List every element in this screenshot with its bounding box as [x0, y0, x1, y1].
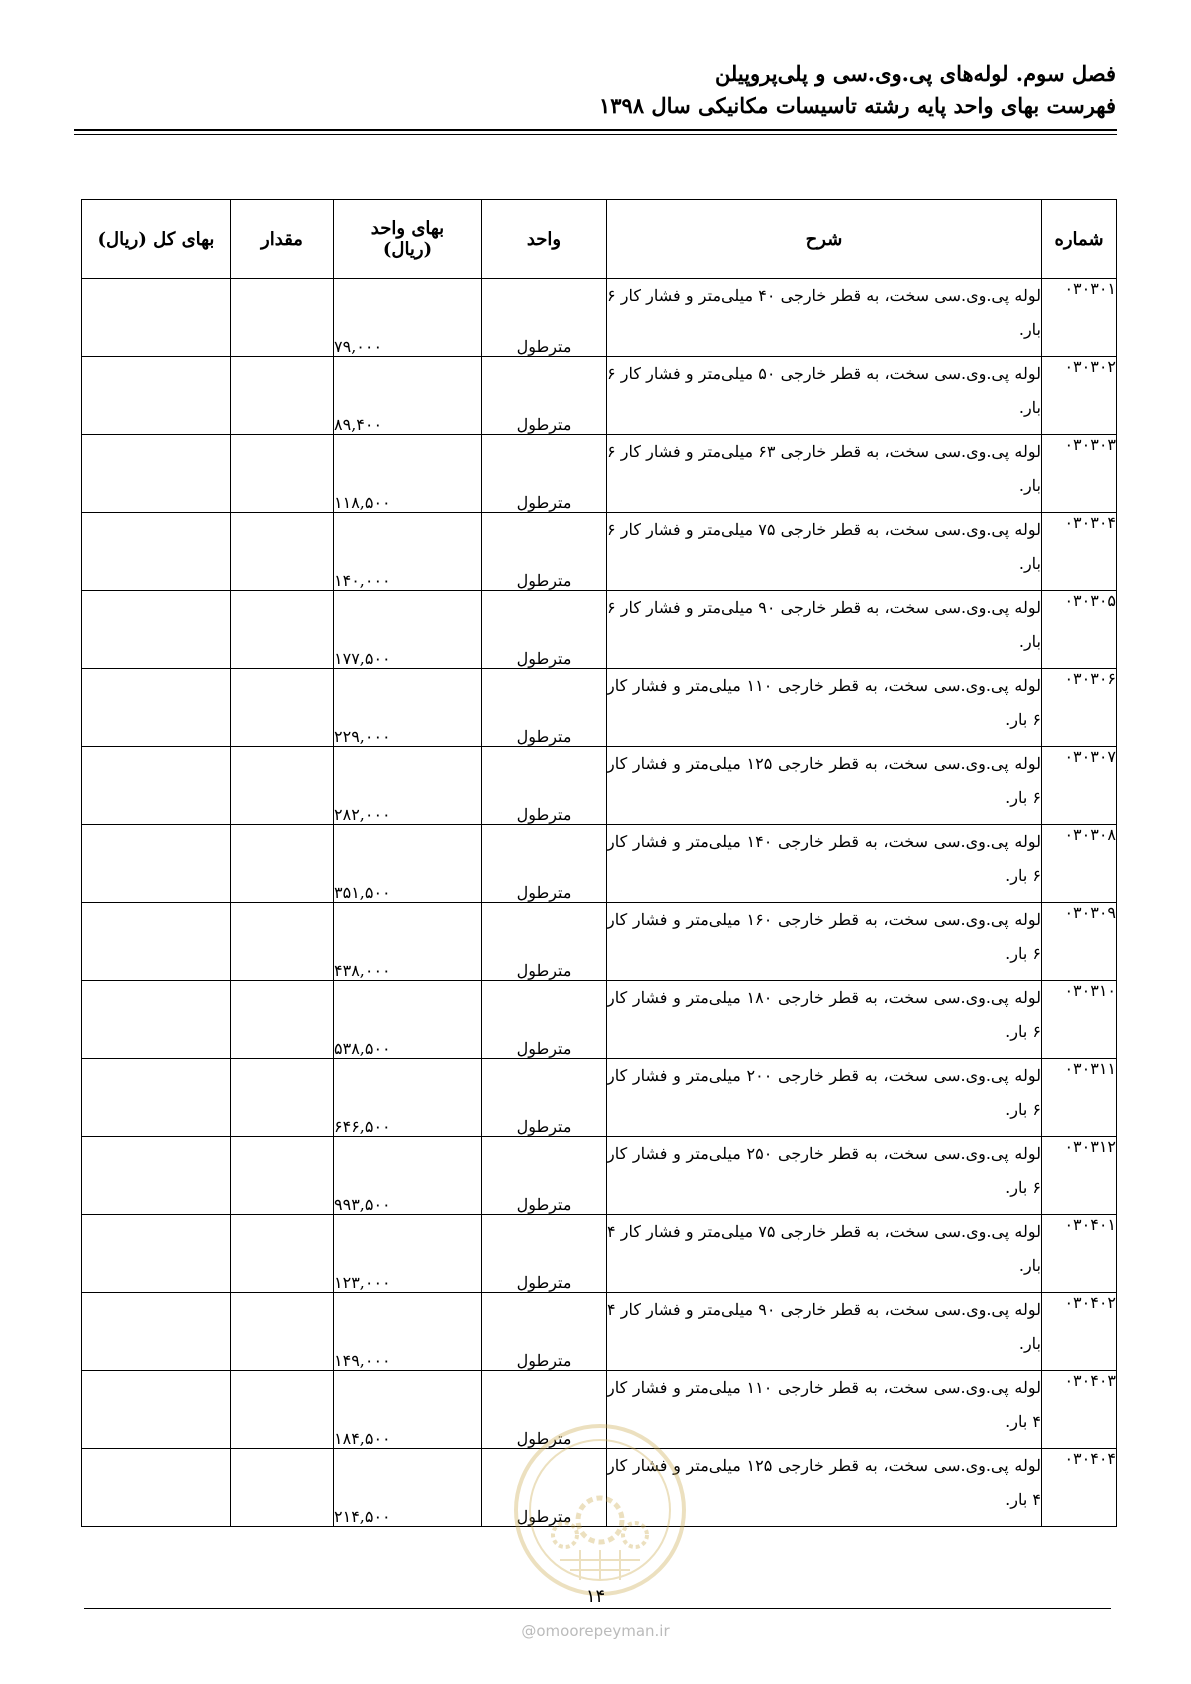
item-quantity — [231, 981, 334, 1059]
item-number: ۰۳۰۳۰۲ — [1042, 357, 1117, 435]
page-number: ۱۴ — [585, 1586, 606, 1607]
item-number: ۰۳۰۳۰۸ — [1042, 825, 1117, 903]
item-description: لوله پی.وی.سی سخت، به قطر خارجی ۱۶۰ میلی‌متر و فشار کار ۶ بار. — [607, 903, 1042, 981]
item-unit-price: ۲۸۲,۰۰۰ — [334, 747, 482, 825]
unit-price-label: بهای واحد — [370, 218, 445, 239]
item-quantity — [231, 513, 334, 591]
item-unit-price: ۷۹,۰۰۰ — [334, 279, 482, 357]
table-row — [82, 747, 1117, 825]
item-unit: مترطول — [482, 1137, 607, 1215]
item-unit-price: ۱۱۸,۵۰۰ — [334, 435, 482, 513]
item-description: لوله پی.وی.سی سخت، به قطر خارجی ۶۳ میلی‌متر و فشار کار ۶ بار. — [607, 435, 1042, 513]
table-row — [82, 825, 1117, 903]
item-description: لوله پی.وی.سی سخت، به قطر خارجی ۲۵۰ میلی‌متر و فشار کار ۶ بار. — [607, 1137, 1042, 1215]
column-header-number: شماره — [1042, 200, 1117, 279]
item-unit-price: ۸۹,۴۰۰ — [334, 357, 482, 435]
item-unit: مترطول — [482, 435, 607, 513]
item-description: لوله پی.وی.سی سخت، به قطر خارجی ۱۸۰ میلی‌متر و فشار کار ۶ بار. — [607, 981, 1042, 1059]
item-description: لوله پی.وی.سی سخت، به قطر خارجی ۵۰ میلی‌متر و فشار کار ۶ بار. — [607, 357, 1042, 435]
table-row — [82, 357, 1117, 435]
item-number: ۰۳۰۳۱۰ — [1042, 981, 1117, 1059]
item-quantity — [231, 591, 334, 669]
item-number: ۰۳۰۳۰۱ — [1042, 279, 1117, 357]
item-number: ۰۳۰۴۰۴ — [1042, 1449, 1117, 1527]
item-unit-price: ۱۴۰,۰۰۰ — [334, 513, 482, 591]
item-unit-price: ۱۸۴,۵۰۰ — [334, 1371, 482, 1449]
item-unit-price: ۵۳۸,۵۰۰ — [334, 981, 482, 1059]
item-unit-price: ۳۵۱,۵۰۰ — [334, 825, 482, 903]
item-number: ۰۳۰۴۰۳ — [1042, 1371, 1117, 1449]
item-total — [82, 669, 231, 747]
item-total — [82, 591, 231, 669]
item-total — [82, 279, 231, 357]
table-row — [82, 513, 1117, 591]
header-rule — [74, 129, 1117, 131]
item-unit-price: ۴۳۸,۰۰۰ — [334, 903, 482, 981]
item-description: لوله پی.وی.سی سخت، به قطر خارجی ۹۰ میلی‌متر و فشار کار ۶ بار. — [607, 591, 1042, 669]
item-unit: مترطول — [482, 669, 607, 747]
item-total — [82, 981, 231, 1059]
document-title: فهرست بهای واحد پایه رشته تاسیسات مکانیکی سال ۱۳۹۸ — [598, 93, 1116, 118]
item-unit: مترطول — [482, 1371, 607, 1449]
item-description: لوله پی.وی.سی سخت، به قطر خارجی ۷۵ میلی‌متر و فشار کار ۶ بار. — [607, 513, 1042, 591]
table-row — [82, 1137, 1117, 1215]
table-row — [82, 435, 1117, 513]
chapter-title: فصل سوم. لوله‌های پی.وی.سی و پلی‌پروپیلن — [714, 61, 1116, 86]
item-description: لوله پی.وی.سی سخت، به قطر خارجی ۱۴۰ میلی‌متر و فشار کار ۶ بار. — [607, 825, 1042, 903]
column-header-unit: واحد — [482, 200, 607, 279]
table-row — [82, 591, 1117, 669]
unit-price-currency: (ریال) — [382, 239, 433, 260]
item-quantity — [231, 825, 334, 903]
item-description: لوله پی.وی.سی سخت، به قطر خارجی ۲۰۰ میلی‌متر و فشار کار ۶ بار. — [607, 1059, 1042, 1137]
item-description: لوله پی.وی.سی سخت، به قطر خارجی ۴۰ میلی‌متر و فشار کار ۶ بار. — [607, 279, 1042, 357]
item-unit: مترطول — [482, 903, 607, 981]
item-unit-price: ۹۹۳,۵۰۰ — [334, 1137, 482, 1215]
item-total — [82, 435, 231, 513]
item-number: ۰۳۰۳۰۶ — [1042, 669, 1117, 747]
item-total — [82, 825, 231, 903]
column-header-quantity: مقدار — [231, 200, 334, 279]
header-rule-thin — [74, 134, 1117, 135]
item-unit: مترطول — [482, 825, 607, 903]
item-number: ۰۳۰۳۰۳ — [1042, 435, 1117, 513]
item-unit: مترطول — [482, 981, 607, 1059]
watermark-text: @omoorepeyman.ir — [521, 1622, 670, 1640]
item-unit: مترطول — [482, 747, 607, 825]
item-quantity — [231, 903, 334, 981]
item-quantity — [231, 1059, 334, 1137]
item-total — [82, 1137, 231, 1215]
item-total — [82, 1059, 231, 1137]
item-quantity — [231, 435, 334, 513]
item-unit: مترطول — [482, 1293, 607, 1371]
item-quantity — [231, 279, 334, 357]
item-total — [82, 1449, 231, 1527]
table-row — [82, 1293, 1117, 1371]
footer-rule — [84, 1608, 1111, 1609]
item-quantity — [231, 357, 334, 435]
item-total — [82, 1215, 231, 1293]
item-total — [82, 357, 231, 435]
item-unit-price: ۱۲۳,۰۰۰ — [334, 1215, 482, 1293]
item-unit: مترطول — [482, 1059, 607, 1137]
item-description: لوله پی.وی.سی سخت، به قطر خارجی ۹۰ میلی‌متر و فشار کار ۴ بار. — [607, 1293, 1042, 1371]
item-number: ۰۳۰۳۰۹ — [1042, 903, 1117, 981]
item-total — [82, 513, 231, 591]
item-unit-price: ۲۱۴,۵۰۰ — [334, 1449, 482, 1527]
item-number: ۰۳۰۳۱۲ — [1042, 1137, 1117, 1215]
item-total — [82, 1293, 231, 1371]
table-row — [82, 1215, 1117, 1293]
item-quantity — [231, 1215, 334, 1293]
item-description: لوله پی.وی.سی سخت، به قطر خارجی ۱۱۰ میلی‌متر و فشار کار ۴ بار. — [607, 1371, 1042, 1449]
item-unit: مترطول — [482, 1449, 607, 1527]
item-unit: مترطول — [482, 1215, 607, 1293]
item-quantity — [231, 1371, 334, 1449]
table-header-row — [82, 200, 1117, 279]
item-quantity — [231, 1449, 334, 1527]
item-description: لوله پی.وی.سی سخت، به قطر خارجی ۷۵ میلی‌متر و فشار کار ۴ بار. — [607, 1215, 1042, 1293]
column-header-unit-price — [334, 200, 482, 279]
item-total — [82, 903, 231, 981]
item-quantity — [231, 747, 334, 825]
item-quantity — [231, 1293, 334, 1371]
item-unit-price: ۶۴۶,۵۰۰ — [334, 1059, 482, 1137]
item-number: ۰۳۰۴۰۲ — [1042, 1293, 1117, 1371]
item-number: ۰۳۰۳۱۱ — [1042, 1059, 1117, 1137]
item-unit: مترطول — [482, 279, 607, 357]
table-row — [82, 981, 1117, 1059]
item-quantity — [231, 669, 334, 747]
item-total — [82, 747, 231, 825]
table-row — [82, 669, 1117, 747]
price-table — [81, 199, 1117, 1527]
item-description: لوله پی.وی.سی سخت، به قطر خارجی ۱۱۰ میلی‌متر و فشار کار ۶ بار. — [607, 669, 1042, 747]
item-number: ۰۳۰۳۰۷ — [1042, 747, 1117, 825]
table-row — [82, 279, 1117, 357]
item-unit-price: ۲۲۹,۰۰۰ — [334, 669, 482, 747]
table-row — [82, 1059, 1117, 1137]
item-quantity — [231, 1137, 334, 1215]
page-header — [599, 58, 1116, 122]
item-number: ۰۳۰۴۰۱ — [1042, 1215, 1117, 1293]
table-row — [82, 903, 1117, 981]
item-description: لوله پی.وی.سی سخت، به قطر خارجی ۱۲۵ میلی‌متر و فشار کار ۶ بار. — [607, 747, 1042, 825]
item-unit: مترطول — [482, 513, 607, 591]
item-number: ۰۳۰۳۰۵ — [1042, 591, 1117, 669]
item-unit-price: ۱۷۷,۵۰۰ — [334, 591, 482, 669]
column-header-total: بهای کل (ریال) — [82, 200, 231, 279]
item-unit-price: ۱۴۹,۰۰۰ — [334, 1293, 482, 1371]
item-description: لوله پی.وی.سی سخت، به قطر خارجی ۱۲۵ میلی‌متر و فشار کار ۴ بار. — [607, 1449, 1042, 1527]
item-total — [82, 1371, 231, 1449]
item-unit: مترطول — [482, 357, 607, 435]
item-unit: مترطول — [482, 591, 607, 669]
publisher-seal-watermark — [510, 1420, 690, 1600]
column-header-description: شرح — [607, 200, 1042, 279]
item-number: ۰۳۰۳۰۴ — [1042, 513, 1117, 591]
